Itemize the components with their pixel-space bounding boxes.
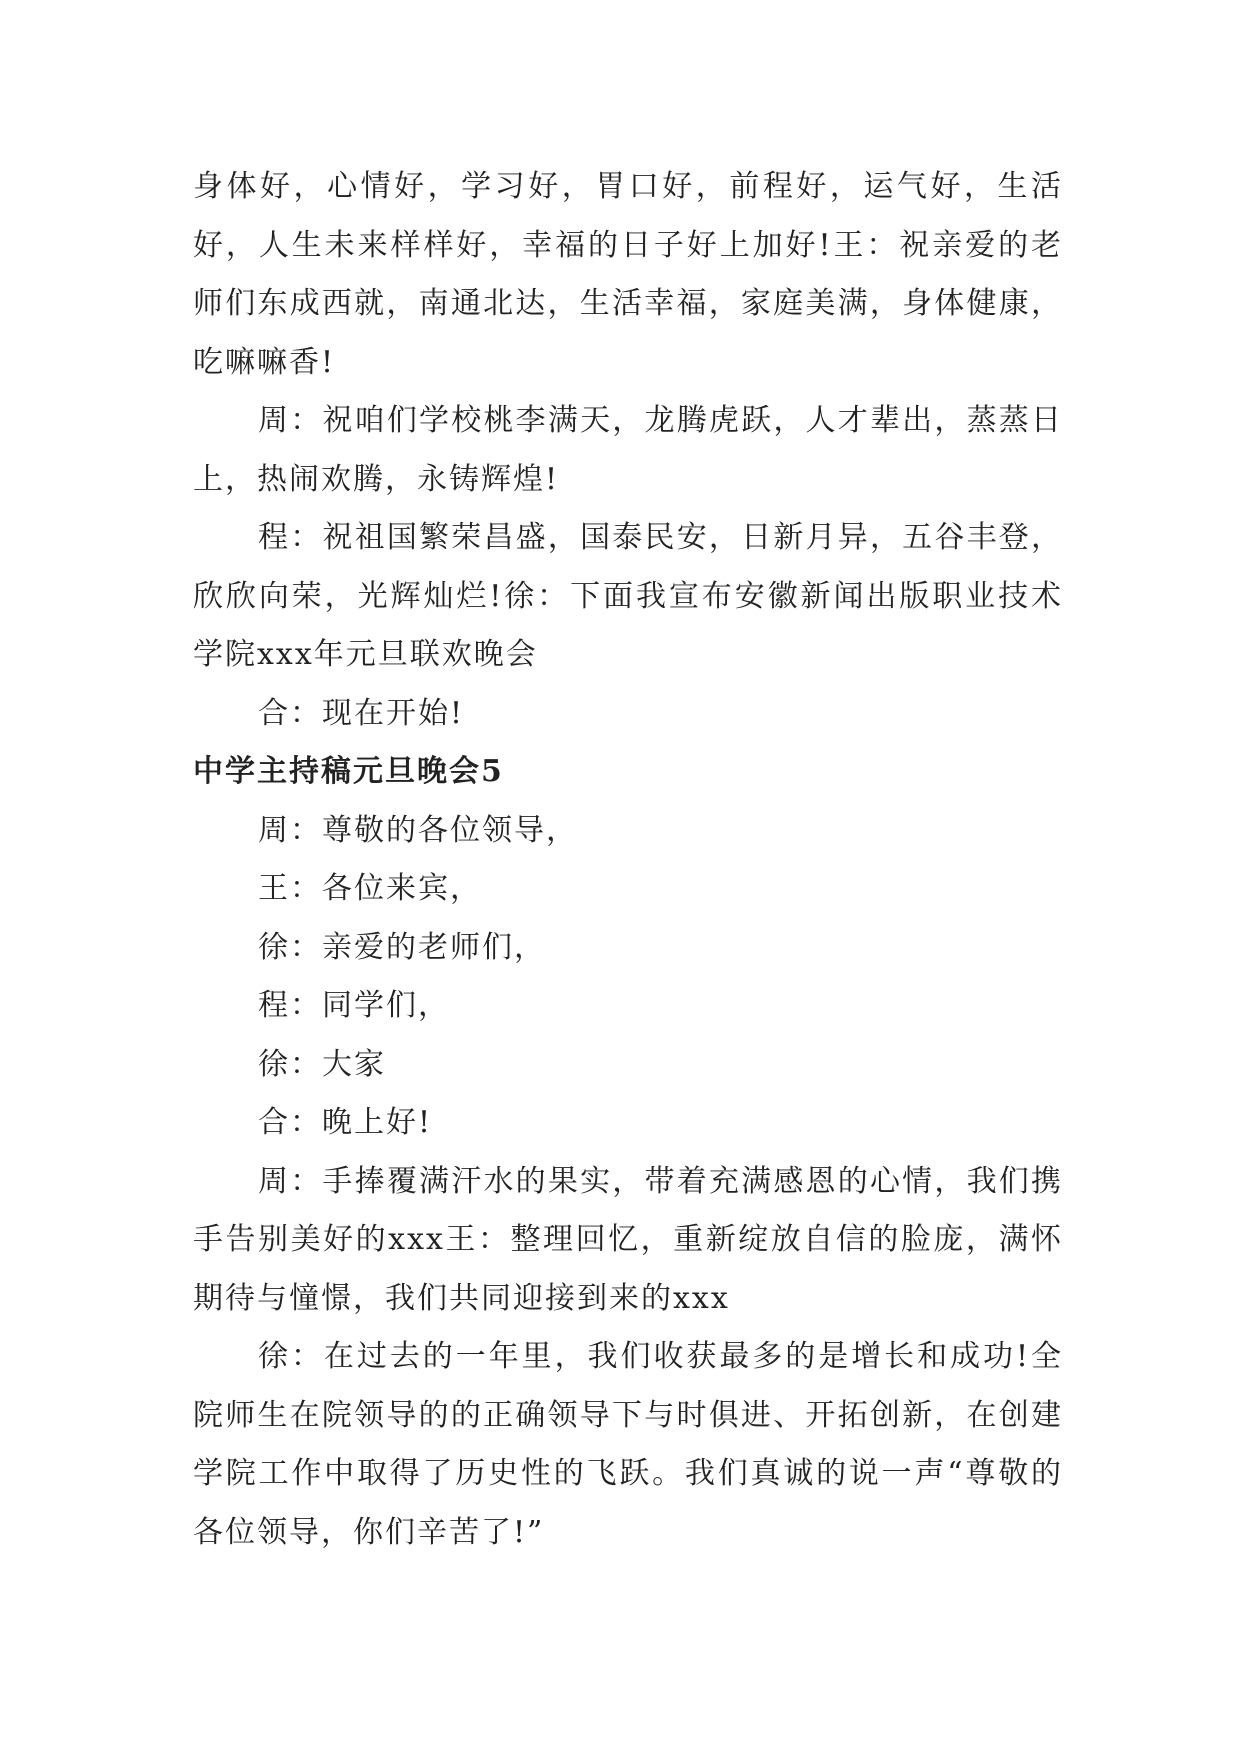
paragraph-1: 身体好，心情好，学习好，胃口好，前程好，运气好，生活好，人生未来样样好，幸福的日子好上加好!王：祝亲爱的老师们东成西就，南通北达，生活幸福，家庭美满，身体健康，吃嘛嘛香!: [193, 169, 1063, 380]
section-paragraph-4: 程：同学们，: [258, 988, 450, 1023]
paragraph-4: 合：现在开始!: [258, 695, 465, 731]
section-paragraph-6: 合：晚上好!: [258, 1105, 433, 1140]
section-paragraph-3: 徐：亲爱的老师们，: [258, 929, 546, 965]
paragraph-3: 程：祝祖国繁荣昌盛，国泰民安，日新月异，五谷丰登，欣欣向荣，光辉灿烂!徐：下面我宣布安徽新闻出版职业技术学院xxx年元旦联欢晚会: [193, 520, 1063, 672]
document-body: [193, 158, 1063, 1562]
section-paragraph-8: 徐：在过去的一年里，我们收获最多的是增长和成功!全院师生在院领导的的正确领导下与时俱进、开拓创新，在创建学院工作中取得了历史性的飞跃。我们真诚的说一声“尊敬的各位领导，你们辛苦了!”: [193, 1339, 1063, 1550]
section-paragraph-7: 周：手捧覆满汗水的果实，带着充满感恩的心情，我们携手告别美好的xxx王：整理回忆，重新绽放自信的脸庞，满怀期待与憧憬，我们共同迎接到来的xxx: [193, 1163, 1063, 1316]
section-title: 中学主持稿元旦晚会5: [193, 754, 504, 789]
paragraph-2: 周：祝咱们学校桃李满天，龙腾虎跃，人才辈出，蒸蒸日上，热闹欢腾，永铸辉煌!: [193, 403, 1063, 497]
section-paragraph-1: 周：尊敬的各位领导，: [258, 812, 578, 848]
section-paragraph-5: 徐：大家: [258, 1046, 386, 1082]
section-paragraph-2: 王：各位来宾，: [258, 871, 482, 906]
